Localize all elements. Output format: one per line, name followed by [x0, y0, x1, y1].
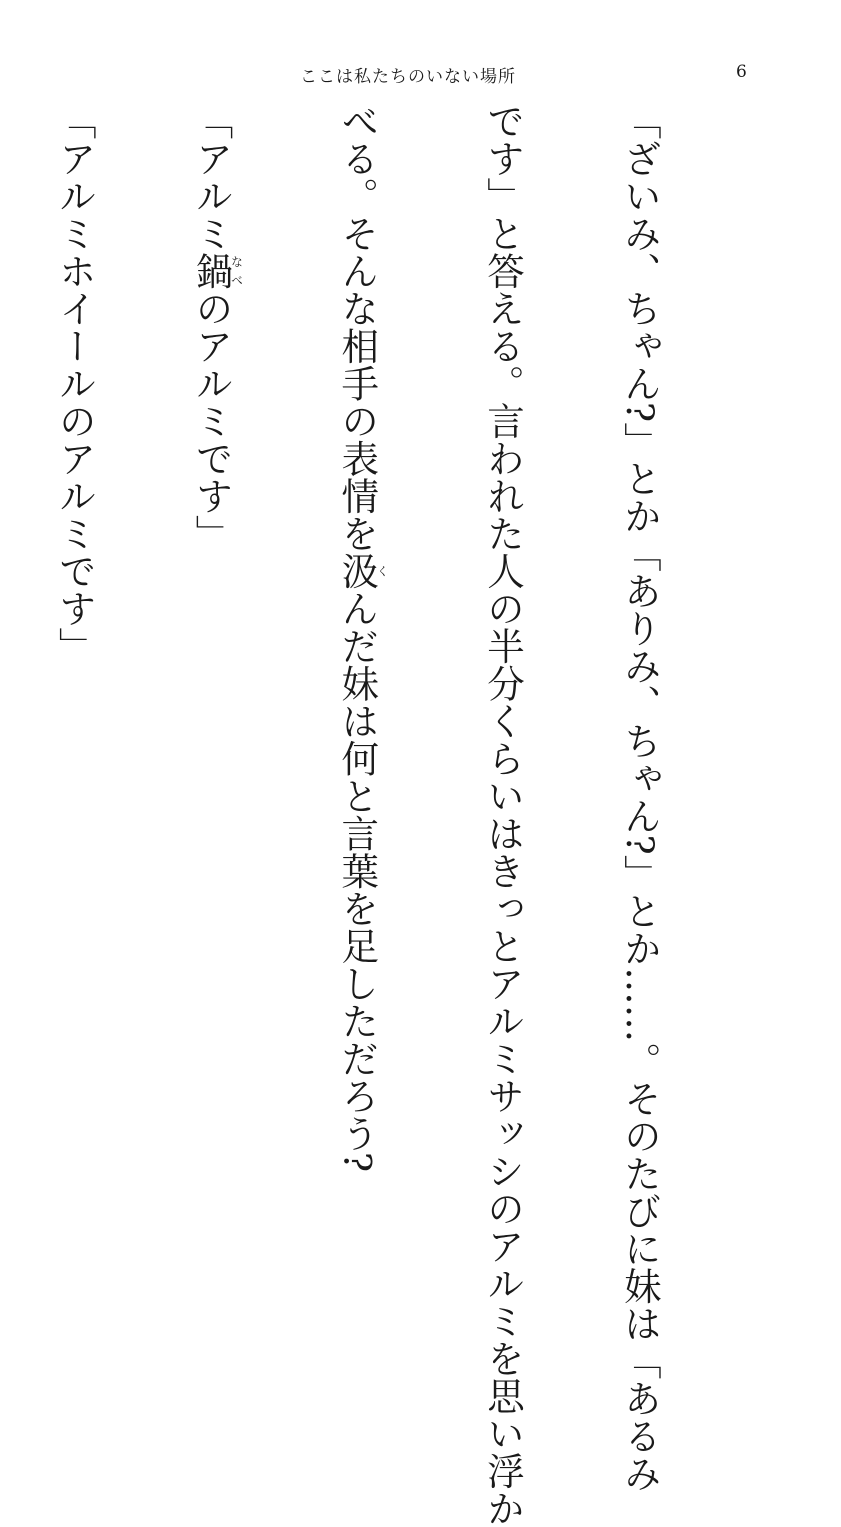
- page-number: 6: [736, 62, 747, 82]
- text-line: べる。そんな相手の表情を汲くんだ妹は何と言葉を足しただろう?: [335, 102, 390, 1173]
- page-header: [0, 62, 841, 86]
- furigana-ruby: 汲く: [335, 552, 390, 590]
- vertical-body-text: [52, 102, 753, 1527]
- text-line: 「ざいみ、ちゃん?」とか「ありみ、ちゃん?」とか……。そのたびに妹は「あるみ: [617, 102, 662, 1493]
- running-title: ここは私たちのいない場所: [300, 67, 516, 87]
- text-line: 「アルミ鍋なべのアルミです」: [189, 102, 244, 552]
- text-line: です」と答える。言われた人の半分くらいはきっとアルミサッシのアルミを思い浮か: [481, 102, 526, 1527]
- furigana-ruby: 鍋なべ: [189, 252, 244, 290]
- text-line: 「アルミホイールのアルミです」: [52, 102, 97, 665]
